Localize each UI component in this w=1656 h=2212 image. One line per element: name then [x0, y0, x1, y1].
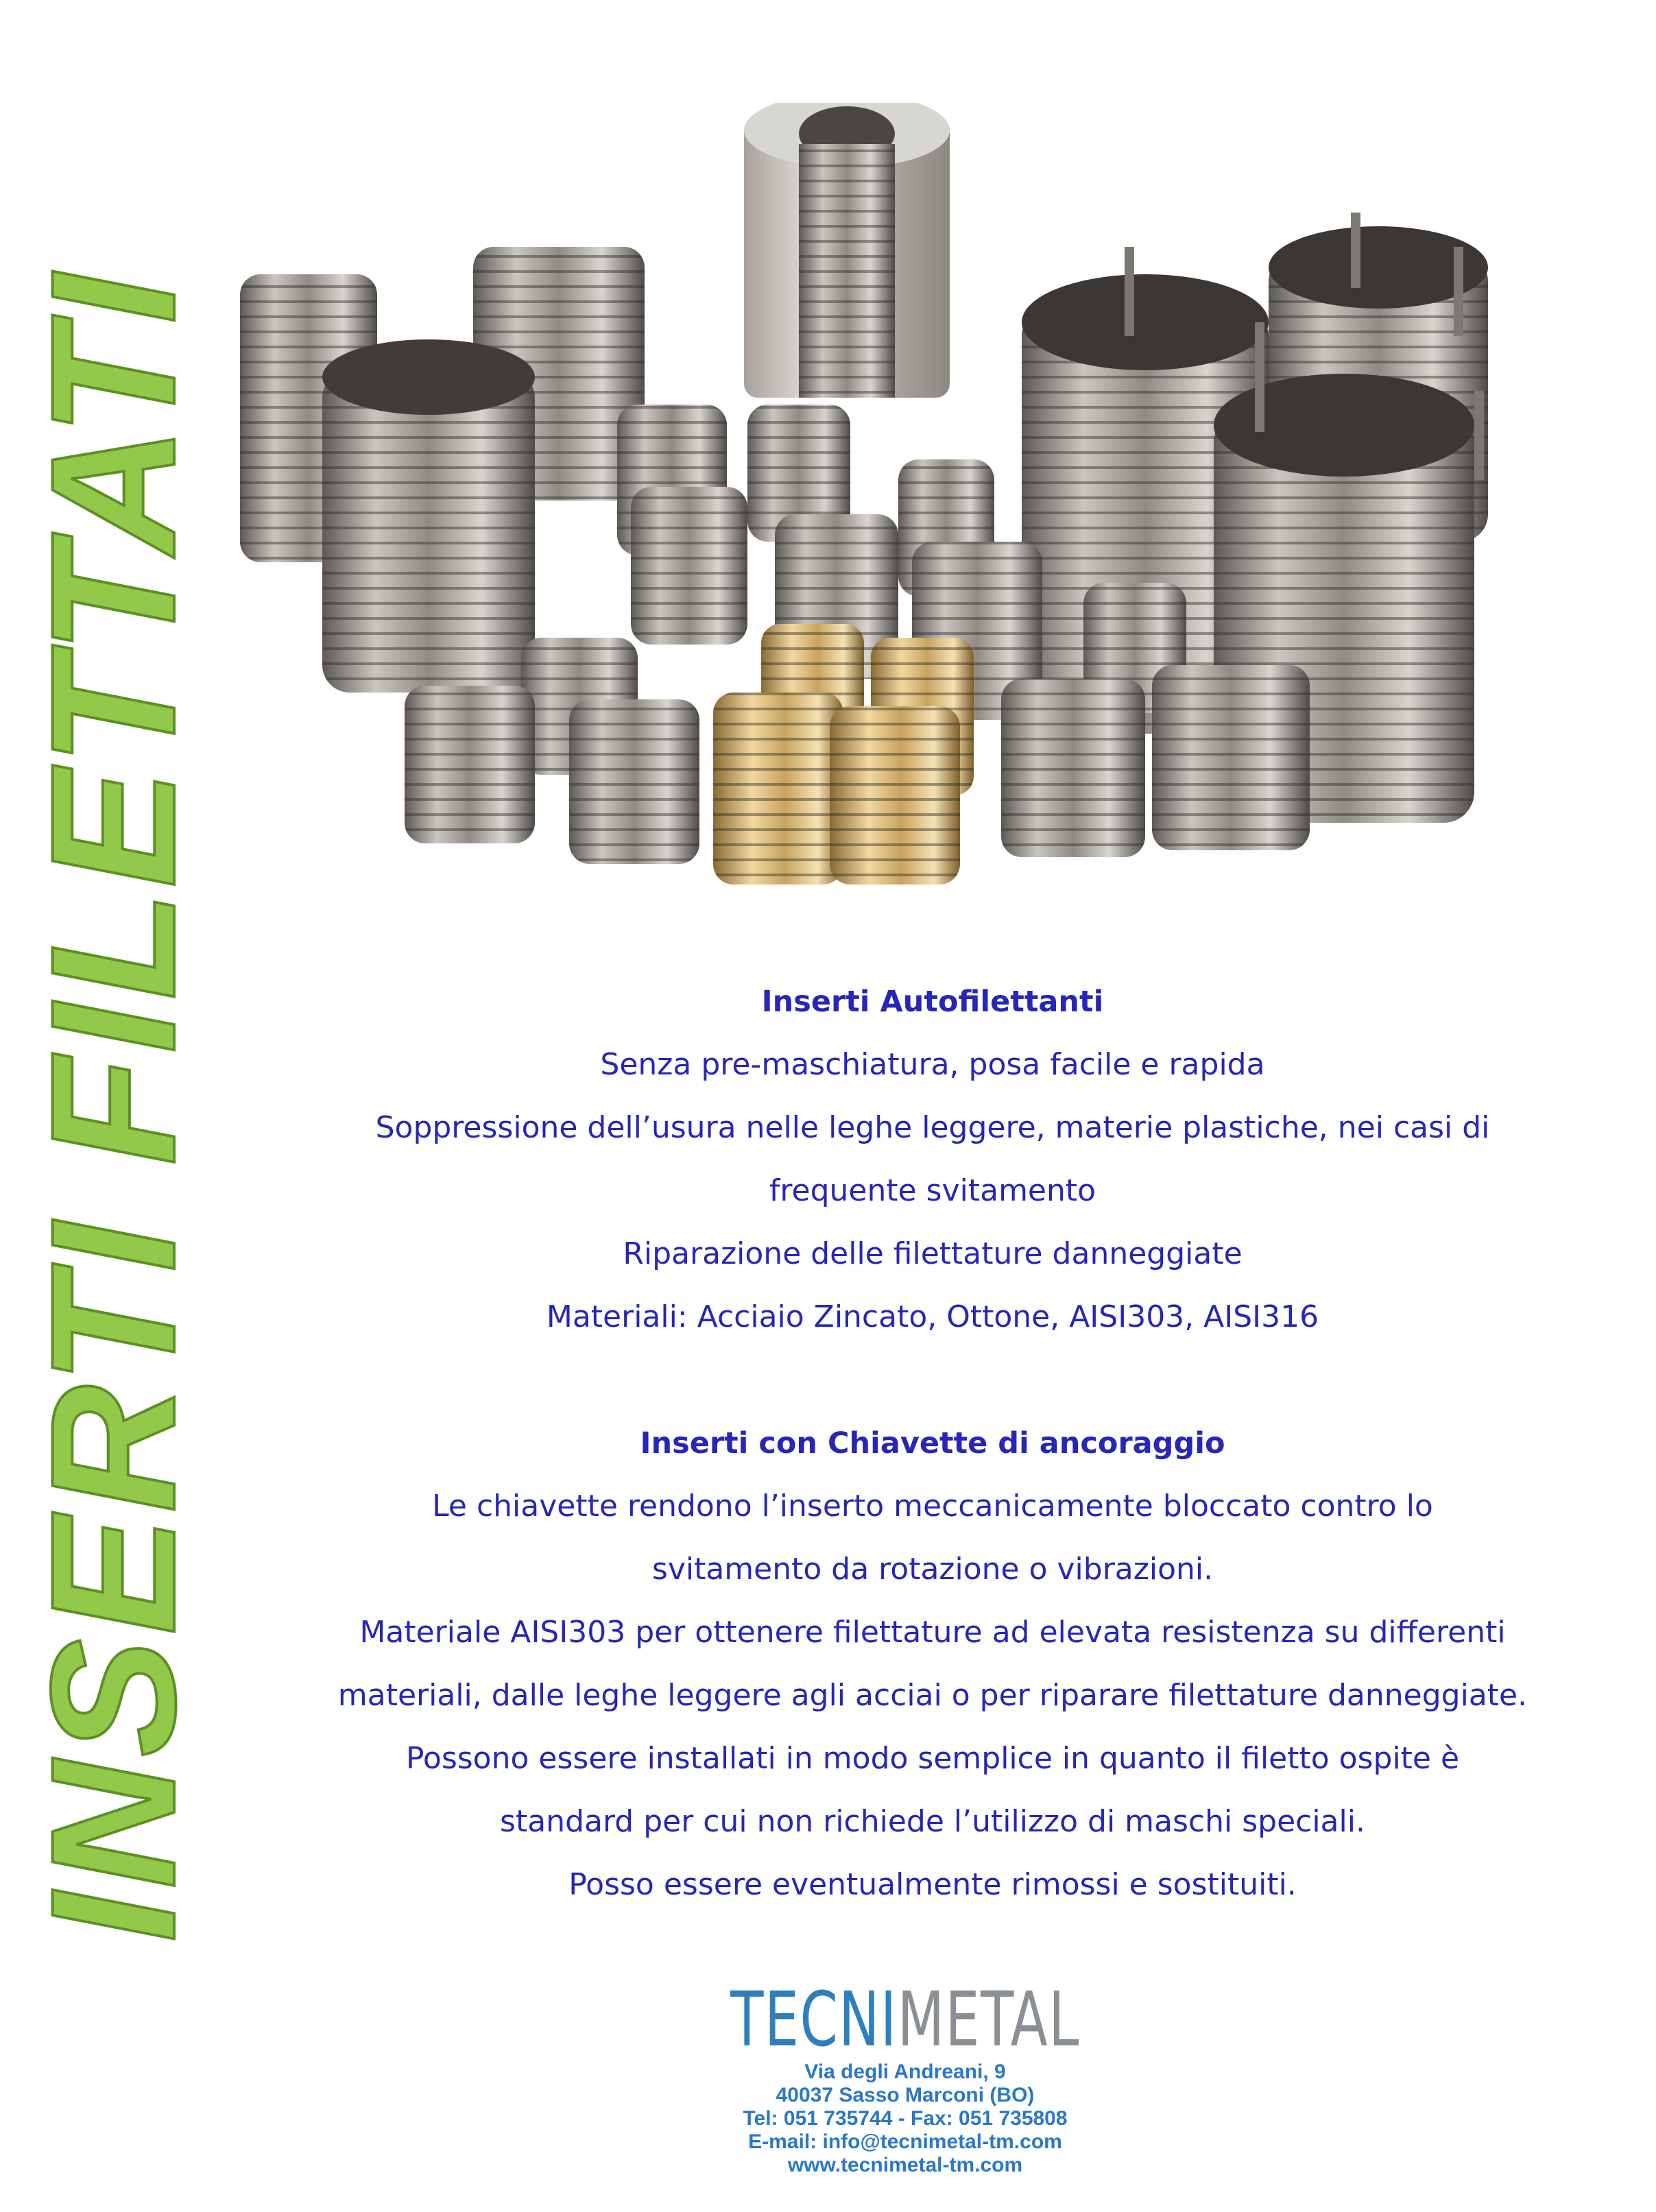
company-website[interactable]: www.tecnimetal-tm.com [787, 2154, 1023, 2176]
side-title: INSERTI FILETTATI [14, 269, 212, 1943]
section2-line: Posso essere eventualmente rimossi e sostituiti. [568, 1867, 1297, 1902]
brass-inserts [713, 624, 974, 885]
section2-line: materiali, dalle leghe leggere agli acciai o per riparare filettature danneggiate. [337, 1678, 1528, 1713]
section1-line: frequente svitamento [769, 1173, 1096, 1208]
company-city: 40037 Sasso Marconi (BO) [776, 2084, 1035, 2106]
company-address: Via degli Andreani, 9 [804, 2060, 1006, 2083]
logo-part-tecni: TECNI [730, 1975, 898, 2063]
section1-line: Senza pre-maschiatura, posa facile e rapida [600, 1047, 1265, 1082]
hex-insert [744, 103, 950, 398]
company-email[interactable]: E-mail: info@tecnimetal-tm.com [748, 2130, 1062, 2153]
side-title-area [0, 0, 226, 2212]
company-phone-fax: Tel: 051 735744 - Fax: 051 735808 [743, 2107, 1068, 2130]
section2-line: svitamento da rotazione o vibrazioni. [651, 1552, 1214, 1587]
company-logo [683, 1975, 1127, 2063]
left-inserts [240, 247, 645, 693]
section-spacer [254, 1349, 1611, 1412]
product-photo [226, 103, 1570, 919]
section1-line: Materiali: Acciaio Zincato, Ottone, AISI303, AISI316 [546, 1299, 1319, 1334]
logo-part-metal: METAL [897, 1975, 1080, 2063]
description-text [254, 970, 1611, 1916]
section2-line: Possono essere installati in modo semplice in quanto il filetto ospite è [405, 1741, 1460, 1776]
section2-line: standard per cui non richiede l’utilizzo di maschi speciali. [500, 1804, 1365, 1839]
section1-line: Riparazione delle filettature danneggiate [623, 1236, 1243, 1271]
section2-line: Materiale AISI303 per ottenere filettature ad elevata resistenza su differenti [359, 1615, 1506, 1650]
section-title-autofilettanti: Inserti Autofilettanti [761, 985, 1104, 1019]
section-title-chiavette: Inserti con Chiavette di ancoraggio [640, 1426, 1225, 1460]
section2-line: Le chiavette rendono l’inserto meccanicamente bloccato contro lo [432, 1489, 1433, 1524]
section1-line: Soppressione dell’usura nelle leghe leggere, materie plastiche, nei casi di [375, 1110, 1490, 1145]
threaded-inserts-illustration [226, 103, 1570, 919]
company-footer [597, 1975, 1214, 2177]
